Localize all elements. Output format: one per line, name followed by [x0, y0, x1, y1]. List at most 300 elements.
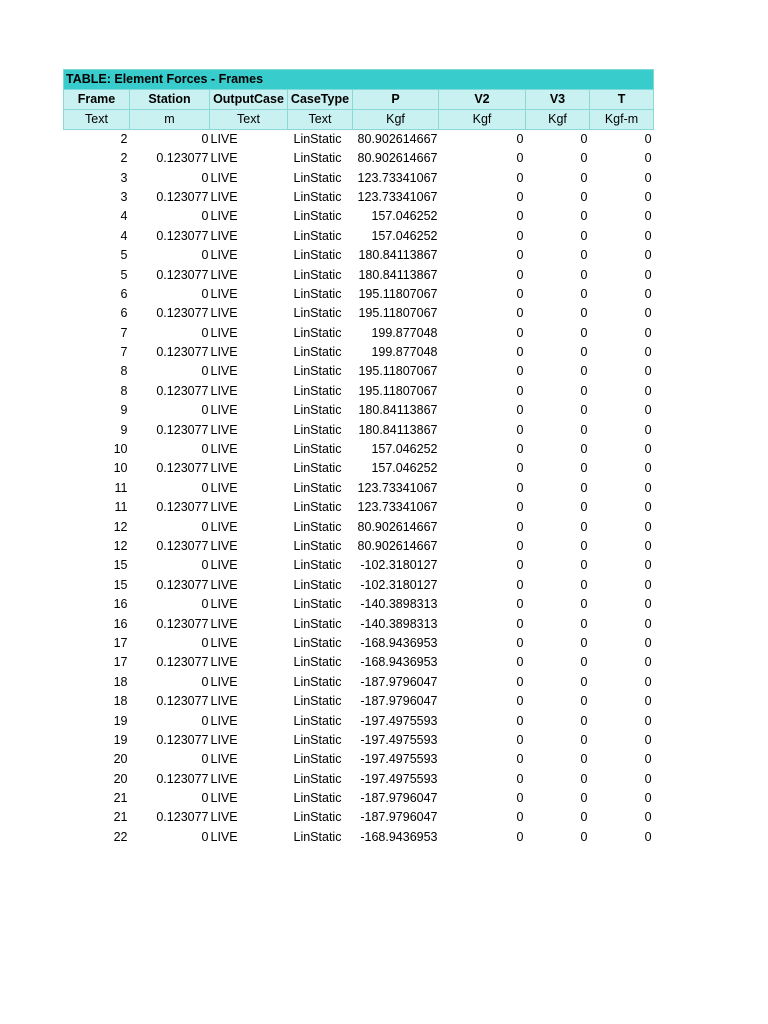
- cell-v3[interactable]: 0: [526, 614, 590, 633]
- cell-v2[interactable]: 0: [439, 653, 526, 672]
- header-frame[interactable]: Frame: [64, 90, 130, 110]
- cell-frame[interactable]: 3: [64, 168, 130, 187]
- cell-p[interactable]: -140.3898313: [353, 595, 439, 614]
- cell-casetype[interactable]: LinStatic: [288, 188, 353, 207]
- cell-outputcase[interactable]: LIVE: [210, 246, 288, 265]
- cell-outputcase[interactable]: LIVE: [210, 537, 288, 556]
- cell-v2[interactable]: 0: [439, 537, 526, 556]
- cell-station[interactable]: 0: [130, 673, 210, 692]
- cell-v3[interactable]: 0: [526, 750, 590, 769]
- cell-v2[interactable]: 0: [439, 188, 526, 207]
- unit-v3[interactable]: Kgf: [526, 110, 590, 130]
- cell-p[interactable]: 157.046252: [353, 440, 439, 459]
- cell-v3[interactable]: 0: [526, 828, 590, 847]
- cell-p[interactable]: 157.046252: [353, 207, 439, 226]
- cell-frame[interactable]: 22: [64, 828, 130, 847]
- cell-station[interactable]: 0.123077: [130, 576, 210, 595]
- cell-v3[interactable]: 0: [526, 576, 590, 595]
- cell-outputcase[interactable]: LIVE: [210, 673, 288, 692]
- cell-outputcase[interactable]: LIVE: [210, 595, 288, 614]
- cell-station[interactable]: 0: [130, 401, 210, 420]
- cell-v3[interactable]: 0: [526, 692, 590, 711]
- cell-station[interactable]: 0.123077: [130, 265, 210, 284]
- cell-v2[interactable]: 0: [439, 576, 526, 595]
- cell-station[interactable]: 0: [130, 130, 210, 150]
- cell-v3[interactable]: 0: [526, 285, 590, 304]
- cell-t[interactable]: 0: [590, 576, 654, 595]
- cell-frame[interactable]: 15: [64, 556, 130, 575]
- cell-casetype[interactable]: LinStatic: [288, 362, 353, 381]
- cell-casetype[interactable]: LinStatic: [288, 789, 353, 808]
- cell-casetype[interactable]: LinStatic: [288, 634, 353, 653]
- cell-frame[interactable]: 10: [64, 440, 130, 459]
- cell-p[interactable]: -168.9436953: [353, 653, 439, 672]
- cell-casetype[interactable]: LinStatic: [288, 149, 353, 168]
- cell-casetype[interactable]: LinStatic: [288, 304, 353, 323]
- cell-v3[interactable]: 0: [526, 537, 590, 556]
- cell-frame[interactable]: 12: [64, 517, 130, 536]
- cell-station[interactable]: 0: [130, 440, 210, 459]
- cell-t[interactable]: 0: [590, 517, 654, 536]
- cell-casetype[interactable]: LinStatic: [288, 517, 353, 536]
- cell-v2[interactable]: 0: [439, 440, 526, 459]
- cell-v2[interactable]: 0: [439, 362, 526, 381]
- cell-p[interactable]: -197.4975593: [353, 731, 439, 750]
- cell-t[interactable]: 0: [590, 731, 654, 750]
- cell-outputcase[interactable]: LIVE: [210, 285, 288, 304]
- cell-v3[interactable]: 0: [526, 130, 590, 150]
- cell-v3[interactable]: 0: [526, 808, 590, 827]
- cell-frame[interactable]: 2: [64, 149, 130, 168]
- cell-casetype[interactable]: LinStatic: [288, 537, 353, 556]
- cell-frame[interactable]: 8: [64, 382, 130, 401]
- cell-v2[interactable]: 0: [439, 168, 526, 187]
- cell-casetype[interactable]: LinStatic: [288, 479, 353, 498]
- cell-p[interactable]: 123.73341067: [353, 188, 439, 207]
- cell-p[interactable]: -168.9436953: [353, 828, 439, 847]
- cell-casetype[interactable]: LinStatic: [288, 673, 353, 692]
- unit-t[interactable]: Kgf-m: [590, 110, 654, 130]
- cell-t[interactable]: 0: [590, 188, 654, 207]
- unit-frame[interactable]: Text: [64, 110, 130, 130]
- cell-station[interactable]: 0.123077: [130, 537, 210, 556]
- cell-frame[interactable]: 19: [64, 711, 130, 730]
- cell-station[interactable]: 0.123077: [130, 420, 210, 439]
- cell-p[interactable]: 123.73341067: [353, 168, 439, 187]
- cell-frame[interactable]: 7: [64, 324, 130, 343]
- cell-p[interactable]: -197.4975593: [353, 711, 439, 730]
- cell-station[interactable]: 0: [130, 595, 210, 614]
- cell-t[interactable]: 0: [590, 479, 654, 498]
- cell-casetype[interactable]: LinStatic: [288, 828, 353, 847]
- cell-p[interactable]: -187.9796047: [353, 789, 439, 808]
- cell-v3[interactable]: 0: [526, 227, 590, 246]
- cell-t[interactable]: 0: [590, 673, 654, 692]
- cell-casetype[interactable]: LinStatic: [288, 750, 353, 769]
- cell-v3[interactable]: 0: [526, 517, 590, 536]
- cell-p[interactable]: 123.73341067: [353, 498, 439, 517]
- cell-outputcase[interactable]: LIVE: [210, 789, 288, 808]
- cell-t[interactable]: 0: [590, 168, 654, 187]
- cell-casetype[interactable]: LinStatic: [288, 711, 353, 730]
- unit-outputcase[interactable]: Text: [210, 110, 288, 130]
- cell-v3[interactable]: 0: [526, 731, 590, 750]
- cell-frame[interactable]: 20: [64, 770, 130, 789]
- cell-station[interactable]: 0: [130, 207, 210, 226]
- cell-casetype[interactable]: LinStatic: [288, 130, 353, 150]
- cell-t[interactable]: 0: [590, 304, 654, 323]
- cell-outputcase[interactable]: LIVE: [210, 498, 288, 517]
- cell-t[interactable]: 0: [590, 498, 654, 517]
- cell-frame[interactable]: 21: [64, 789, 130, 808]
- cell-station[interactable]: 0: [130, 556, 210, 575]
- cell-outputcase[interactable]: LIVE: [210, 634, 288, 653]
- cell-v2[interactable]: 0: [439, 731, 526, 750]
- cell-v3[interactable]: 0: [526, 304, 590, 323]
- cell-station[interactable]: 0.123077: [130, 808, 210, 827]
- cell-t[interactable]: 0: [590, 634, 654, 653]
- cell-frame[interactable]: 9: [64, 420, 130, 439]
- cell-casetype[interactable]: LinStatic: [288, 246, 353, 265]
- cell-frame[interactable]: 10: [64, 459, 130, 478]
- cell-v2[interactable]: 0: [439, 479, 526, 498]
- cell-p[interactable]: 199.877048: [353, 324, 439, 343]
- cell-station[interactable]: 0.123077: [130, 149, 210, 168]
- cell-t[interactable]: 0: [590, 653, 654, 672]
- cell-v3[interactable]: 0: [526, 168, 590, 187]
- cell-v3[interactable]: 0: [526, 401, 590, 420]
- cell-v2[interactable]: 0: [439, 498, 526, 517]
- cell-v2[interactable]: 0: [439, 517, 526, 536]
- cell-v2[interactable]: 0: [439, 246, 526, 265]
- cell-p[interactable]: 157.046252: [353, 459, 439, 478]
- cell-t[interactable]: 0: [590, 362, 654, 381]
- cell-casetype[interactable]: LinStatic: [288, 420, 353, 439]
- cell-frame[interactable]: 16: [64, 595, 130, 614]
- cell-t[interactable]: 0: [590, 401, 654, 420]
- cell-v2[interactable]: 0: [439, 304, 526, 323]
- cell-v3[interactable]: 0: [526, 634, 590, 653]
- cell-outputcase[interactable]: LIVE: [210, 362, 288, 381]
- cell-v2[interactable]: 0: [439, 673, 526, 692]
- cell-casetype[interactable]: LinStatic: [288, 576, 353, 595]
- cell-frame[interactable]: 6: [64, 285, 130, 304]
- cell-casetype[interactable]: LinStatic: [288, 324, 353, 343]
- cell-p[interactable]: 199.877048: [353, 343, 439, 362]
- cell-outputcase[interactable]: LIVE: [210, 188, 288, 207]
- cell-v3[interactable]: 0: [526, 246, 590, 265]
- cell-outputcase[interactable]: LIVE: [210, 440, 288, 459]
- cell-p[interactable]: -197.4975593: [353, 770, 439, 789]
- cell-p[interactable]: -168.9436953: [353, 634, 439, 653]
- cell-outputcase[interactable]: LIVE: [210, 168, 288, 187]
- cell-casetype[interactable]: LinStatic: [288, 498, 353, 517]
- cell-casetype[interactable]: LinStatic: [288, 808, 353, 827]
- cell-v3[interactable]: 0: [526, 149, 590, 168]
- cell-v3[interactable]: 0: [526, 188, 590, 207]
- cell-outputcase[interactable]: LIVE: [210, 227, 288, 246]
- cell-v2[interactable]: 0: [439, 828, 526, 847]
- cell-t[interactable]: 0: [590, 770, 654, 789]
- cell-v2[interactable]: 0: [439, 634, 526, 653]
- cell-p[interactable]: 195.11807067: [353, 304, 439, 323]
- cell-outputcase[interactable]: LIVE: [210, 401, 288, 420]
- cell-station[interactable]: 0: [130, 479, 210, 498]
- cell-station[interactable]: 0.123077: [130, 498, 210, 517]
- cell-t[interactable]: 0: [590, 246, 654, 265]
- cell-frame[interactable]: 12: [64, 537, 130, 556]
- cell-v2[interactable]: 0: [439, 420, 526, 439]
- cell-t[interactable]: 0: [590, 556, 654, 575]
- cell-v3[interactable]: 0: [526, 420, 590, 439]
- cell-t[interactable]: 0: [590, 828, 654, 847]
- cell-outputcase[interactable]: LIVE: [210, 731, 288, 750]
- cell-v2[interactable]: 0: [439, 343, 526, 362]
- cell-station[interactable]: 0.123077: [130, 343, 210, 362]
- cell-t[interactable]: 0: [590, 750, 654, 769]
- cell-frame[interactable]: 18: [64, 692, 130, 711]
- cell-frame[interactable]: 4: [64, 207, 130, 226]
- cell-outputcase[interactable]: LIVE: [210, 304, 288, 323]
- cell-v3[interactable]: 0: [526, 498, 590, 517]
- cell-frame[interactable]: 5: [64, 265, 130, 284]
- cell-frame[interactable]: 19: [64, 731, 130, 750]
- cell-t[interactable]: 0: [590, 285, 654, 304]
- cell-p[interactable]: -102.3180127: [353, 576, 439, 595]
- cell-frame[interactable]: 2: [64, 130, 130, 150]
- cell-station[interactable]: 0.123077: [130, 382, 210, 401]
- cell-t[interactable]: 0: [590, 440, 654, 459]
- cell-p[interactable]: -140.3898313: [353, 614, 439, 633]
- cell-v2[interactable]: 0: [439, 382, 526, 401]
- cell-station[interactable]: 0.123077: [130, 459, 210, 478]
- cell-p[interactable]: 180.84113867: [353, 265, 439, 284]
- cell-casetype[interactable]: LinStatic: [288, 207, 353, 226]
- cell-casetype[interactable]: LinStatic: [288, 692, 353, 711]
- cell-t[interactable]: 0: [590, 324, 654, 343]
- cell-v2[interactable]: 0: [439, 324, 526, 343]
- cell-frame[interactable]: 5: [64, 246, 130, 265]
- cell-p[interactable]: -187.9796047: [353, 673, 439, 692]
- cell-t[interactable]: 0: [590, 149, 654, 168]
- cell-outputcase[interactable]: LIVE: [210, 828, 288, 847]
- header-station[interactable]: Station: [130, 90, 210, 110]
- cell-v3[interactable]: 0: [526, 789, 590, 808]
- cell-p[interactable]: 195.11807067: [353, 382, 439, 401]
- cell-v2[interactable]: 0: [439, 207, 526, 226]
- cell-station[interactable]: 0: [130, 285, 210, 304]
- cell-casetype[interactable]: LinStatic: [288, 556, 353, 575]
- unit-casetype[interactable]: Text: [288, 110, 353, 130]
- cell-outputcase[interactable]: LIVE: [210, 479, 288, 498]
- cell-p[interactable]: -187.9796047: [353, 808, 439, 827]
- cell-p[interactable]: 195.11807067: [353, 362, 439, 381]
- cell-p[interactable]: 180.84113867: [353, 246, 439, 265]
- cell-casetype[interactable]: LinStatic: [288, 401, 353, 420]
- cell-casetype[interactable]: LinStatic: [288, 614, 353, 633]
- cell-station[interactable]: 0.123077: [130, 770, 210, 789]
- cell-v2[interactable]: 0: [439, 130, 526, 150]
- cell-v3[interactable]: 0: [526, 440, 590, 459]
- cell-t[interactable]: 0: [590, 537, 654, 556]
- cell-casetype[interactable]: LinStatic: [288, 440, 353, 459]
- cell-frame[interactable]: 15: [64, 576, 130, 595]
- cell-frame[interactable]: 7: [64, 343, 130, 362]
- cell-casetype[interactable]: LinStatic: [288, 265, 353, 284]
- cell-station[interactable]: 0: [130, 324, 210, 343]
- cell-frame[interactable]: 9: [64, 401, 130, 420]
- cell-p[interactable]: 180.84113867: [353, 420, 439, 439]
- cell-outputcase[interactable]: LIVE: [210, 653, 288, 672]
- cell-v2[interactable]: 0: [439, 285, 526, 304]
- cell-t[interactable]: 0: [590, 130, 654, 150]
- cell-casetype[interactable]: LinStatic: [288, 731, 353, 750]
- cell-t[interactable]: 0: [590, 595, 654, 614]
- cell-p[interactable]: -102.3180127: [353, 556, 439, 575]
- cell-outputcase[interactable]: LIVE: [210, 711, 288, 730]
- cell-v3[interactable]: 0: [526, 459, 590, 478]
- cell-v2[interactable]: 0: [439, 595, 526, 614]
- cell-frame[interactable]: 8: [64, 362, 130, 381]
- cell-outputcase[interactable]: LIVE: [210, 770, 288, 789]
- cell-frame[interactable]: 21: [64, 808, 130, 827]
- cell-station[interactable]: 0.123077: [130, 227, 210, 246]
- header-v3[interactable]: V3: [526, 90, 590, 110]
- cell-casetype[interactable]: LinStatic: [288, 595, 353, 614]
- cell-outputcase[interactable]: LIVE: [210, 517, 288, 536]
- cell-frame[interactable]: 6: [64, 304, 130, 323]
- cell-outputcase[interactable]: LIVE: [210, 343, 288, 362]
- cell-station[interactable]: 0.123077: [130, 304, 210, 323]
- cell-outputcase[interactable]: LIVE: [210, 324, 288, 343]
- cell-station[interactable]: 0: [130, 634, 210, 653]
- cell-v3[interactable]: 0: [526, 479, 590, 498]
- table-title[interactable]: TABLE: Element Forces - Frames: [64, 70, 654, 90]
- cell-p[interactable]: 157.046252: [353, 227, 439, 246]
- cell-v3[interactable]: 0: [526, 362, 590, 381]
- cell-station[interactable]: 0: [130, 168, 210, 187]
- cell-p[interactable]: 80.902614667: [353, 149, 439, 168]
- cell-station[interactable]: 0: [130, 789, 210, 808]
- cell-station[interactable]: 0: [130, 828, 210, 847]
- cell-station[interactable]: 0: [130, 362, 210, 381]
- cell-frame[interactable]: 11: [64, 479, 130, 498]
- cell-p[interactable]: -197.4975593: [353, 750, 439, 769]
- cell-casetype[interactable]: LinStatic: [288, 168, 353, 187]
- cell-casetype[interactable]: LinStatic: [288, 653, 353, 672]
- cell-outputcase[interactable]: LIVE: [210, 130, 288, 150]
- cell-v2[interactable]: 0: [439, 808, 526, 827]
- cell-t[interactable]: 0: [590, 382, 654, 401]
- cell-outputcase[interactable]: LIVE: [210, 576, 288, 595]
- cell-outputcase[interactable]: LIVE: [210, 614, 288, 633]
- cell-station[interactable]: 0.123077: [130, 614, 210, 633]
- cell-t[interactable]: 0: [590, 207, 654, 226]
- header-t[interactable]: T: [590, 90, 654, 110]
- cell-outputcase[interactable]: LIVE: [210, 750, 288, 769]
- cell-v3[interactable]: 0: [526, 207, 590, 226]
- cell-t[interactable]: 0: [590, 692, 654, 711]
- cell-outputcase[interactable]: LIVE: [210, 149, 288, 168]
- cell-casetype[interactable]: LinStatic: [288, 382, 353, 401]
- cell-frame[interactable]: 17: [64, 634, 130, 653]
- cell-p[interactable]: -187.9796047: [353, 692, 439, 711]
- cell-station[interactable]: 0.123077: [130, 731, 210, 750]
- cell-v3[interactable]: 0: [526, 382, 590, 401]
- header-casetype[interactable]: CaseType: [288, 90, 353, 110]
- cell-v3[interactable]: 0: [526, 324, 590, 343]
- cell-p[interactable]: 80.902614667: [353, 130, 439, 150]
- cell-t[interactable]: 0: [590, 265, 654, 284]
- cell-v2[interactable]: 0: [439, 556, 526, 575]
- cell-v3[interactable]: 0: [526, 556, 590, 575]
- cell-v2[interactable]: 0: [439, 265, 526, 284]
- cell-t[interactable]: 0: [590, 459, 654, 478]
- cell-casetype[interactable]: LinStatic: [288, 459, 353, 478]
- cell-frame[interactable]: 20: [64, 750, 130, 769]
- header-v2[interactable]: V2: [439, 90, 526, 110]
- cell-v2[interactable]: 0: [439, 459, 526, 478]
- cell-t[interactable]: 0: [590, 711, 654, 730]
- cell-t[interactable]: 0: [590, 614, 654, 633]
- cell-t[interactable]: 0: [590, 808, 654, 827]
- cell-v3[interactable]: 0: [526, 595, 590, 614]
- cell-outputcase[interactable]: LIVE: [210, 265, 288, 284]
- cell-station[interactable]: 0: [130, 711, 210, 730]
- cell-v2[interactable]: 0: [439, 711, 526, 730]
- cell-outputcase[interactable]: LIVE: [210, 692, 288, 711]
- cell-frame[interactable]: 3: [64, 188, 130, 207]
- cell-v2[interactable]: 0: [439, 227, 526, 246]
- cell-t[interactable]: 0: [590, 343, 654, 362]
- cell-v3[interactable]: 0: [526, 711, 590, 730]
- cell-p[interactable]: 123.73341067: [353, 479, 439, 498]
- cell-v2[interactable]: 0: [439, 614, 526, 633]
- cell-t[interactable]: 0: [590, 420, 654, 439]
- cell-frame[interactable]: 17: [64, 653, 130, 672]
- cell-outputcase[interactable]: LIVE: [210, 207, 288, 226]
- cell-outputcase[interactable]: LIVE: [210, 459, 288, 478]
- cell-outputcase[interactable]: LIVE: [210, 556, 288, 575]
- cell-casetype[interactable]: LinStatic: [288, 285, 353, 304]
- cell-v2[interactable]: 0: [439, 149, 526, 168]
- unit-v2[interactable]: Kgf: [439, 110, 526, 130]
- cell-v3[interactable]: 0: [526, 265, 590, 284]
- header-p[interactable]: P: [353, 90, 439, 110]
- cell-v3[interactable]: 0: [526, 770, 590, 789]
- cell-outputcase[interactable]: LIVE: [210, 382, 288, 401]
- cell-station[interactable]: 0: [130, 246, 210, 265]
- cell-station[interactable]: 0.123077: [130, 188, 210, 207]
- cell-p[interactable]: 180.84113867: [353, 401, 439, 420]
- cell-station[interactable]: 0.123077: [130, 653, 210, 672]
- cell-p[interactable]: 195.11807067: [353, 285, 439, 304]
- cell-v2[interactable]: 0: [439, 789, 526, 808]
- cell-casetype[interactable]: LinStatic: [288, 343, 353, 362]
- cell-p[interactable]: 80.902614667: [353, 537, 439, 556]
- cell-frame[interactable]: 16: [64, 614, 130, 633]
- cell-v2[interactable]: 0: [439, 750, 526, 769]
- cell-casetype[interactable]: LinStatic: [288, 770, 353, 789]
- cell-p[interactable]: 80.902614667: [353, 517, 439, 536]
- cell-station[interactable]: 0.123077: [130, 692, 210, 711]
- cell-t[interactable]: 0: [590, 227, 654, 246]
- cell-station[interactable]: 0: [130, 517, 210, 536]
- header-outputcase[interactable]: OutputCase: [210, 90, 288, 110]
- cell-v2[interactable]: 0: [439, 692, 526, 711]
- cell-outputcase[interactable]: LIVE: [210, 808, 288, 827]
- cell-v3[interactable]: 0: [526, 653, 590, 672]
